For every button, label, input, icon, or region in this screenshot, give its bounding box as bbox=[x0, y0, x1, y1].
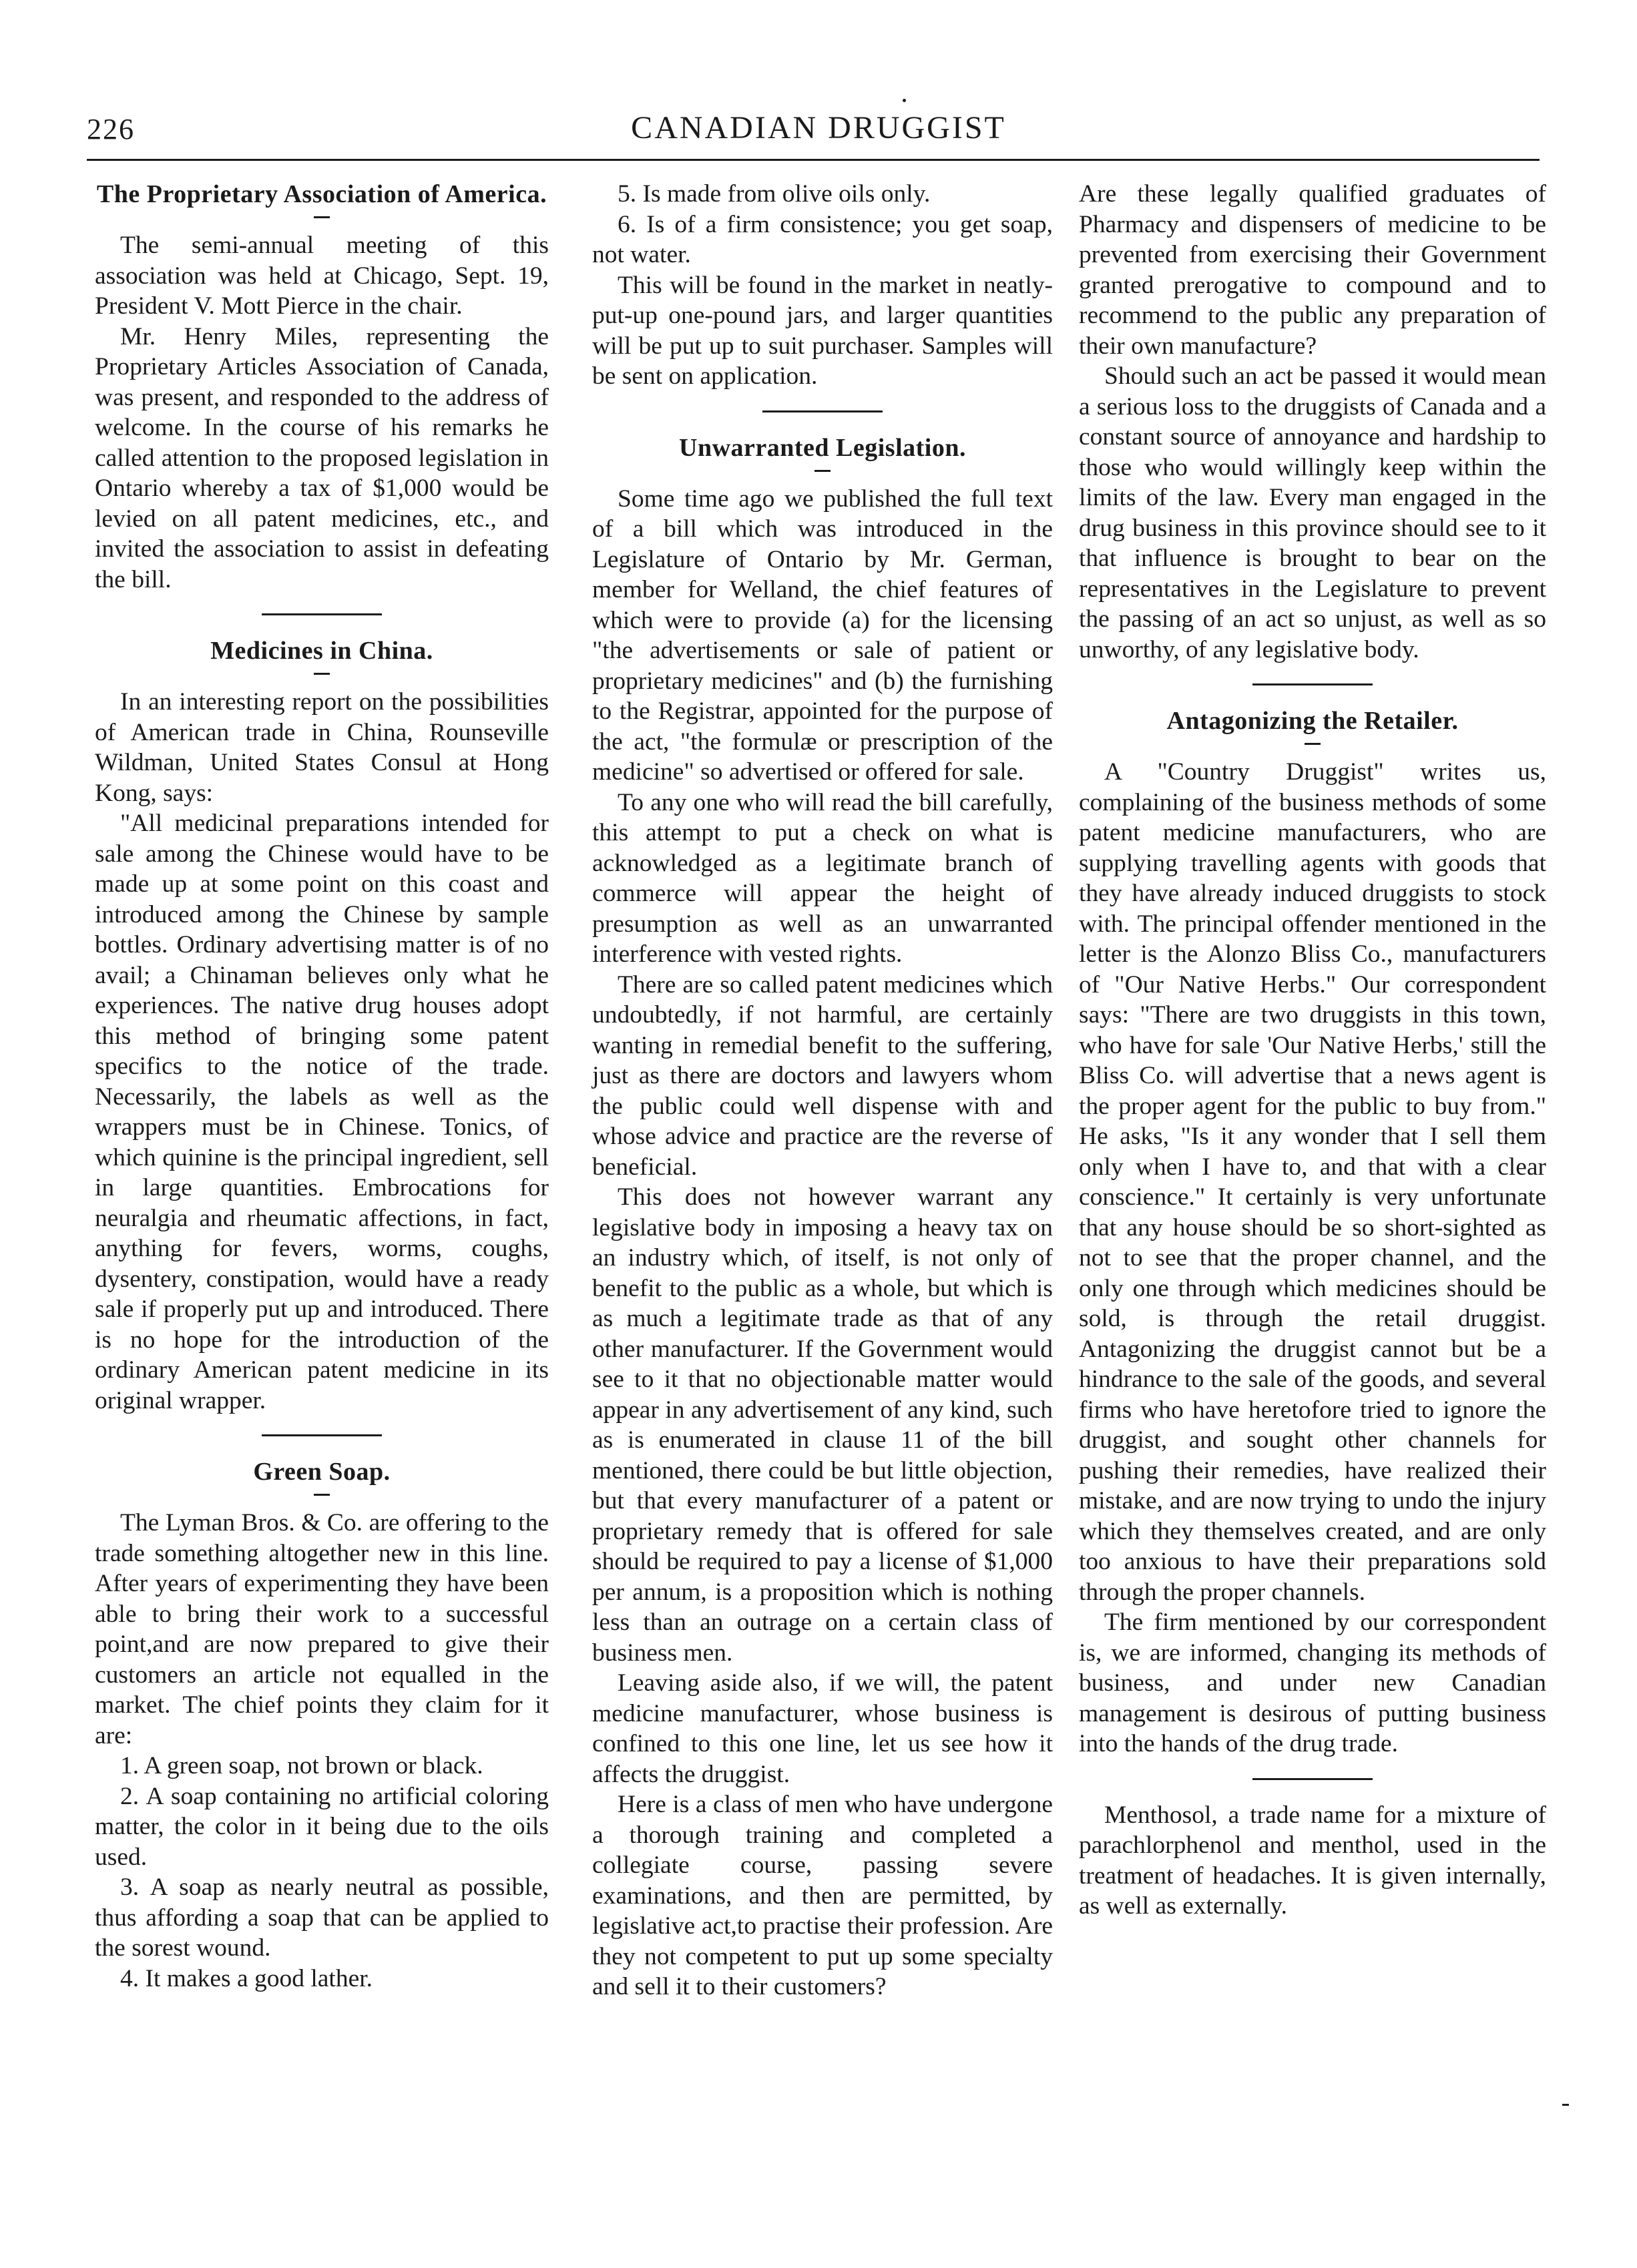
paragraph: Here is a class of men who have undergone a thorough training and completed a collegiate course, passing severe examinations, and then are permitted, by legislative act,to practise their profession. Are they not competent to put up some specialty and sell it to their customers? bbox=[592, 1791, 1053, 2000]
paragraph: This does not however warrant any legislative body in imposing a heavy tax on an industry which, of itself, is not only of benefit to the public as a whole, but which is as much a legitimate trade as that of any other manufacturer. If the Government would see to it that no objectionable matter would appear in any advertisement of any kind, such as is enumerated in clause 11 of the bill mentioned, there could be but little objection, but that every manufacturer of a patent or proprietary remedy that is offered for sale should be required to pay a license of $1,000 per annum, is a proposition which is nothing less than an outrage on a certain class of business men. bbox=[592, 1183, 1053, 1667]
list-item: 1. A green soap, not brown or black. bbox=[120, 1752, 483, 1779]
section-title: Medicines in China. bbox=[210, 637, 433, 665]
list-item: 2. A soap containing no artificial coloring matter, the color in it being due to the oils used. bbox=[95, 1782, 549, 1871]
list-item: 3. A soap as nearly neutral as possible, thus affording a soap that can be applied to the sorest wound. bbox=[95, 1874, 549, 1962]
margin-mark bbox=[1562, 2104, 1569, 2106]
section-divider bbox=[1252, 683, 1373, 685]
paragraph: In an interesting report on the possibilities of American trade in China, Rounseville Wildman, United States Consul at Hong Kong, says: bbox=[95, 688, 549, 807]
list-item: 4. It makes a good lather. bbox=[120, 1964, 373, 1992]
title-dash bbox=[314, 216, 330, 218]
column-3 bbox=[1079, 179, 1546, 1922]
paragraph: This will be found in the market in neatly-put-up one-pound jars, and larger quantities will be put up to suit purchaser. Samples will be sent on application. bbox=[592, 271, 1053, 390]
column-2 bbox=[592, 179, 1053, 2002]
paragraph: Menthosol, a trade name for a mixture of parachlorphenol and menthol, used in the treatment of headaches. It is given internally, as well as externally. bbox=[1079, 1801, 1546, 1920]
paragraph: Should such an act be passed it would mean a serious loss to the druggists of Canada and a constant source of annoyance and hardship to those who would willingly keep within the limits of the law. Every man engaged in the drug business in this province should see to it that influence is brought to bear on the representatives in the Legislature to prevent the passing of an act so unjust, as well as so unworthy, of any legislative body. bbox=[1079, 362, 1546, 663]
section-divider bbox=[762, 410, 883, 412]
title-dash bbox=[314, 673, 330, 675]
paragraph: Mr. Henry Miles, representing the Proprietary Articles Association of Canada, was present, and responded to the address of welcome. In the course of his remarks he called attention to the proposed legislation in Ontario whereby a tax of $1,000 would be levied on all patent medicines, etc., and invited the association to assist in defeating the bill. bbox=[95, 322, 549, 593]
section-divider bbox=[262, 1434, 382, 1436]
print-dot bbox=[903, 99, 906, 102]
section-title: Antagonizing the Retailer. bbox=[1166, 707, 1459, 735]
paragraph: The firm mentioned by our correspondent is, we are informed, changing its methods of business, and under new Canadian management is desirous of putting business into the hands of the drug trade. bbox=[1079, 1609, 1546, 1757]
paragraph: Some time ago we published the full text of a bill which was introduced in the Legislature of Ontario by Mr. German, member for Welland, the chief features of which were to provide (a) for the licensing "the advertisements or sale of patient or proprietary medicines" and (b) the furnishing to the Registrar, appointed for the purpose of the act, "the formulæ or prescription of the medicine" so advertised or offered for sale. bbox=[592, 485, 1053, 786]
paragraph: To any one who will read the bill carefully, this attempt to put a check on what is acknowledged as a legitimate branch of commerce will appear the height of presumption as well as an unwarranted interference with vested rights. bbox=[592, 788, 1053, 968]
section-divider bbox=[262, 613, 382, 615]
paragraph: There are so called patent medicines which undoubtedly, if not harmful, are certainly wanting in remedial benefit to the suffering, just as there are doctors and lawyers whom the public could well dispense with and whose advice and practice are the reverse of beneficial. bbox=[592, 970, 1053, 1181]
header-rule bbox=[87, 159, 1540, 161]
list-item: 6. Is of a firm consistence; you get soap, not water. bbox=[592, 210, 1053, 268]
section-title: Unwarranted Legislation. bbox=[679, 433, 966, 462]
page-number: 226 bbox=[87, 113, 135, 146]
paragraph: A "Country Druggist" writes us, complaining of the business methods of some patent medicine manufacturers, who are supplying travelling agents with goods that they have already induced druggists to stock with. The principal offender mentioned in the letter is the Alonzo Bliss Co., manufacturers of "Our Native Herbs." Our correspondent says: "There are two druggists in this town, who have for sale 'Our Native Herbs,' still the Bliss Co. will advertise that a news agent is the proper agent for the public to buy from." He asks, "Is it any wonder that I sell them only when I have to, and that with a clear conscience." It certainly is very unfortunate that any house should be so short-sighted as not to see that the proper channel, and the only one through which medicines should be sold, is through the retail druggist. Antagonizing the druggist cannot but be a hindrance to the sale of the goods, and several firms who have heretofore tried to ignore the druggist, and sought other channels for pushing their remedies, have realized their mistake, and are now trying to undo the injury which they themselves created, and are only too anxious to have their preparations sold through the proper channels. bbox=[1079, 758, 1546, 1606]
title-dash bbox=[314, 1494, 330, 1496]
journal-title: CANADIAN DRUGGIST bbox=[631, 110, 1006, 146]
paragraph: The Lyman Bros. & Co. are offering to the trade something altogether new in this line. After years of experimenting they have been able to bring their work to a successful point,and are now prepared to give their customers an article not equalled in the market. The chief points they claim for it are: bbox=[95, 1509, 549, 1749]
section-title: Green Soap. bbox=[253, 1458, 391, 1486]
title-dash bbox=[814, 470, 831, 472]
column-1 bbox=[95, 179, 549, 1994]
paragraph: Leaving aside also, if we will, the patent medicine manufacturer, whose business is confined to this one line, let us see how it affects the druggist. bbox=[592, 1669, 1053, 1788]
title-dash bbox=[1305, 743, 1321, 745]
section-divider bbox=[1252, 1778, 1373, 1780]
list-item: 5. Is made from olive oils only. bbox=[618, 180, 931, 208]
paragraph: Are these legally qualified graduates of Pharmacy and dispensers of medicine to be prevented from exercising their Government granted prerogative to compound and to recommend to the public any preparation of their own manufacture? bbox=[1079, 180, 1546, 360]
paragraph: The semi-annual meeting of this association was held at Chicago, Sept. 19, President V. Mott Pierce in the chair. bbox=[95, 232, 549, 320]
section-title: The Proprietary Association of America. bbox=[96, 180, 547, 208]
paragraph: "All medicinal preparations intended for sale among the Chinese would have to be made up at some point on this coast and introduced among the Chinese by sample bottles. Ordinary advertising matter is of no avail; a Chinaman believes only what he experiences. The native drug houses adopt this method of bringing some patent specifics to the notice of the trade. Necessarily, the labels as well as the wrappers must be in Chinese. Tonics, of which quinine is the principal ingredient, sell in large quantities. Embrocations for neuralgia and rheumatic affections, in fact, anything for fevers, worms, coughs, dysentery, constipation, would have a ready sale if properly put up and introduced. There is no hope for the introduction of the ordinary American patent medicine in its original wrapper. bbox=[95, 810, 549, 1414]
